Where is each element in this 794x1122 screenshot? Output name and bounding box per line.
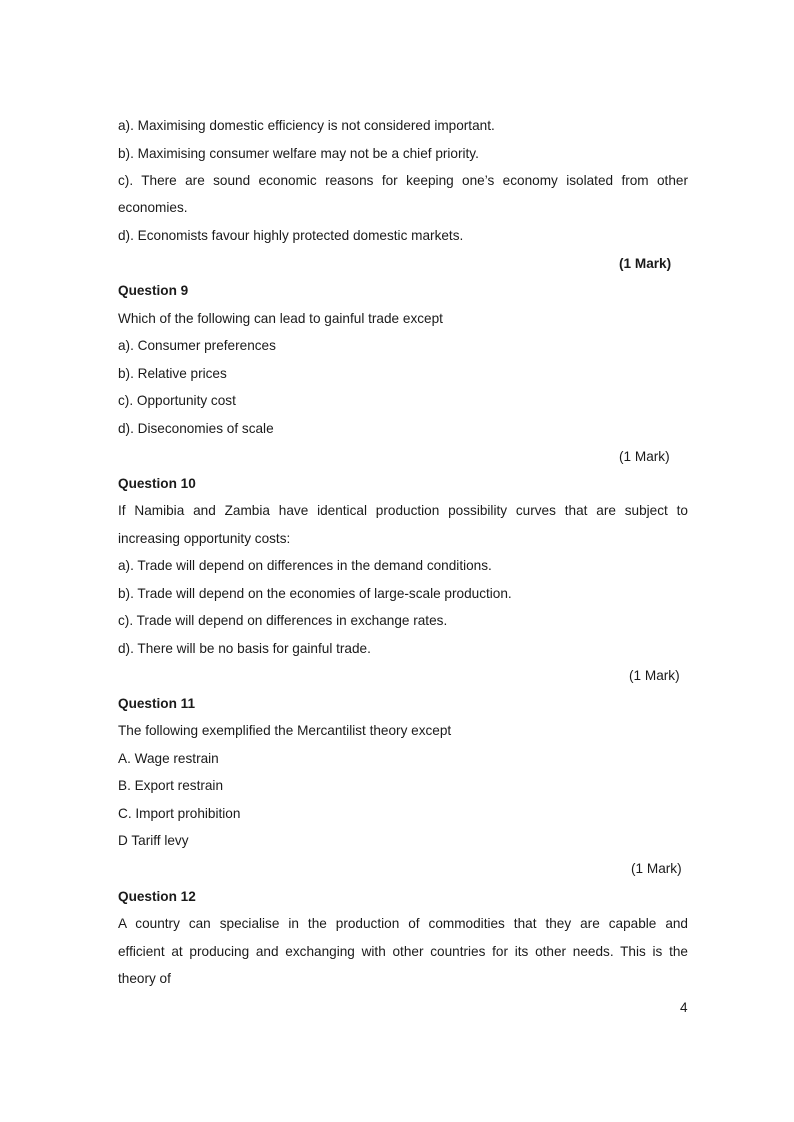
q9-option-a: a). Consumer preferences: [118, 338, 276, 353]
q9-option-c: c). Opportunity cost: [118, 393, 236, 408]
q8-option-c-cont: economies.: [118, 200, 188, 215]
q11-option-d: D Tariff levy: [118, 833, 189, 848]
q8-option-d: d). Economists favour highly protected domestic markets.: [118, 228, 464, 243]
q12-stem-3: theory of: [118, 971, 171, 986]
q10-option-a: a). Trade will depend on differences in the demand conditions.: [118, 558, 492, 573]
q9-stem: Which of the following can lead to gainful trade except: [118, 311, 443, 326]
q11-stem: The following exemplified the Mercantilist theory except: [118, 723, 452, 738]
q11-option-a: A. Wage restrain: [118, 751, 219, 766]
q11-option-c: C. Import prohibition: [118, 806, 241, 821]
q9-option-b: b). Relative prices: [118, 366, 227, 381]
q10-mark: (1 Mark): [629, 668, 680, 683]
q8-option-b: b). Maximising consumer welfare may not be a chief priority.: [118, 146, 479, 161]
q10-option-d: d). There will be no basis for gainful trade.: [118, 641, 371, 656]
q8-option-a: a). Maximising domestic efficiency is not considered important.: [118, 118, 495, 133]
q10-stem-1: If Namibia and Zambia have identical production possibility curves that are subject to: [118, 503, 688, 518]
q10-title: Question 10: [118, 476, 196, 491]
q8-mark: (1 Mark): [619, 256, 672, 271]
page-number: 4: [680, 1000, 688, 1015]
q11-option-b: B. Export restrain: [118, 778, 224, 793]
q9-option-d: d). Diseconomies of scale: [118, 421, 274, 436]
q10-option-b: b). Trade will depend on the economies of large-scale production.: [118, 586, 512, 601]
q12-title: Question 12: [118, 889, 196, 904]
q8-option-c: c). There are sound economic reasons for keeping one’s economy isolated from other: [118, 173, 688, 188]
q9-title: Question 9: [118, 283, 189, 298]
q9-mark: (1 Mark): [619, 449, 670, 464]
q10-stem-2: increasing opportunity costs:: [118, 531, 291, 546]
q12-stem-1: A country can specialise in the production of commodities that they are capable and: [118, 916, 688, 931]
q10-option-c: c). Trade will depend on differences in exchange rates.: [118, 613, 448, 628]
q11-title: Question 11: [118, 696, 196, 711]
q11-mark: (1 Mark): [631, 861, 682, 876]
q12-stem-2: efficient at producing and exchanging with other countries for its other needs. This is the: [118, 944, 688, 959]
